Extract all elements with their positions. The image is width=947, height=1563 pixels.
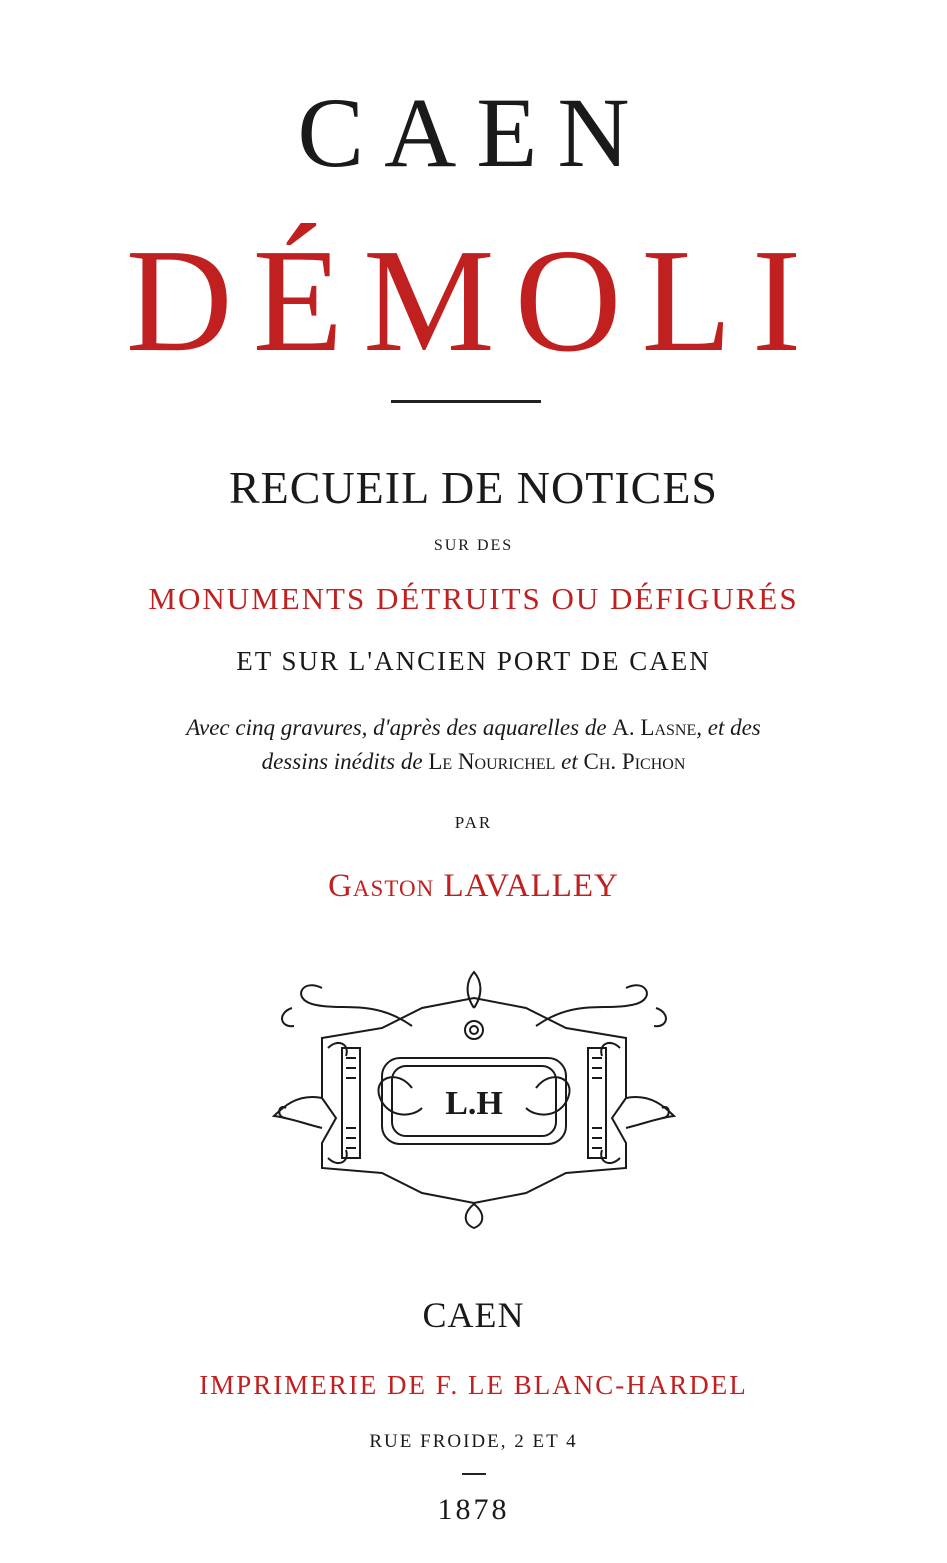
author-name bbox=[0, 866, 947, 906]
subtitle-recueil: RECUEIL DE NOTICES bbox=[228, 462, 719, 513]
author-last-name: LAVALLEY bbox=[443, 868, 619, 904]
illustrator-lasne: A. Lasne bbox=[612, 715, 697, 740]
printer-ornament-emblem bbox=[272, 968, 676, 1230]
imprint-short-rule bbox=[462, 1473, 486, 1475]
author-first-name: Gaston bbox=[328, 868, 435, 904]
illustrations-text: dessins inédits de bbox=[261, 749, 429, 774]
ornament-monogram: L.H bbox=[445, 1085, 503, 1122]
title-divider-rule bbox=[391, 400, 541, 403]
imprint-city: CAEN bbox=[422, 1295, 525, 1335]
title-line-demoli: DÉMOLI bbox=[125, 219, 822, 383]
subtitle-sur-des: SUR DES bbox=[433, 537, 514, 554]
illustrator-le-nourichel: Le Nourichel bbox=[428, 749, 556, 774]
illustrations-note-line2 bbox=[0, 747, 947, 777]
illustrations-text: et bbox=[555, 749, 584, 774]
by-label: PAR bbox=[454, 813, 493, 832]
illustrator-pichon: Ch. Pichon bbox=[583, 749, 686, 774]
illustrations-text: , et des bbox=[696, 715, 761, 740]
imprint-address: RUE FROIDE, 2 ET 4 bbox=[369, 1431, 578, 1452]
imprint-printer: IMPRIMERIE DE F. LE BLANC-HARDEL bbox=[199, 1370, 748, 1400]
subtitle-ancien-port: ET SUR L'ANCIEN PORT DE CAEN bbox=[236, 646, 711, 676]
title-line-caen: CAEN bbox=[297, 77, 650, 188]
illustrations-note-line1 bbox=[0, 713, 947, 743]
imprint-year: 1878 bbox=[437, 1493, 510, 1526]
subtitle-monuments: MONUMENTS DÉTRUITS OU DÉFIGURÉS bbox=[148, 581, 799, 616]
illustrations-text: Avec cinq gravures, d'après des aquarelles de bbox=[186, 715, 613, 740]
